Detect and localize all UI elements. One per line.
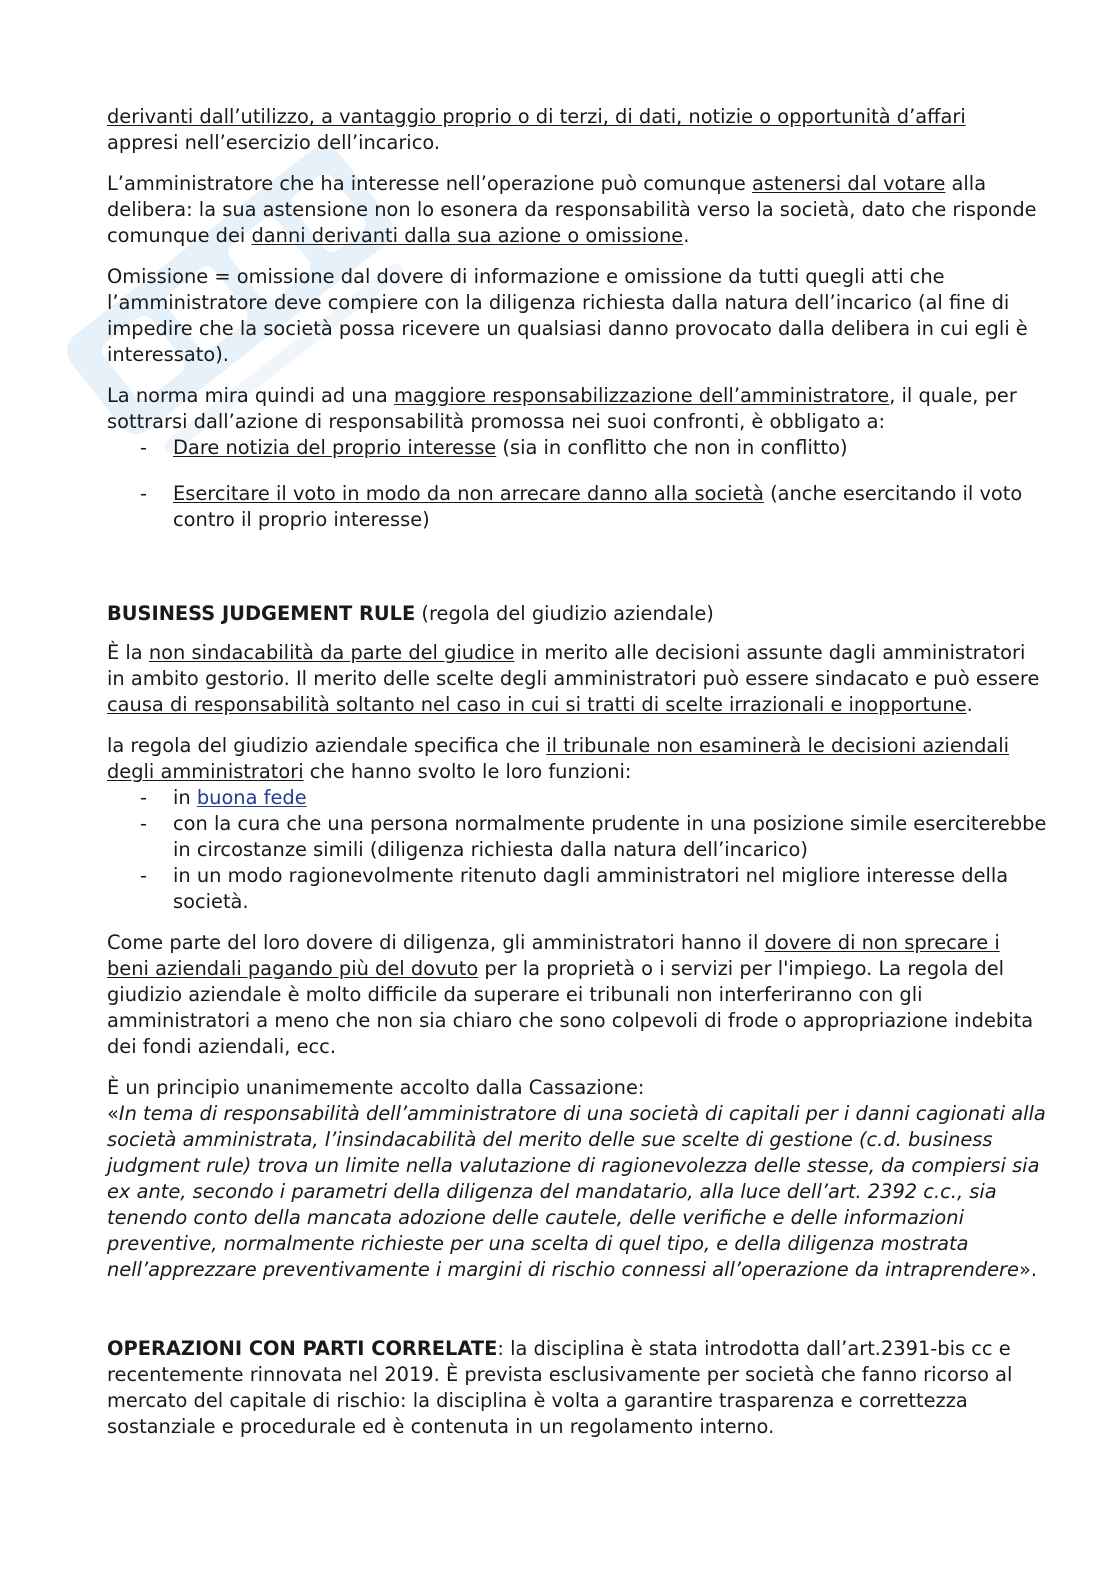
- section-subtitle: (regola del giudizio aziendale): [415, 602, 714, 625]
- underlined-phrase: non sindacabilità da parte del giudice: [148, 641, 515, 664]
- text-span: la regola del giudizio aziendale specifica che: [107, 734, 547, 757]
- paragraph-norm: [107, 383, 1047, 435]
- underlined-phrase: maggiore responsabilizzazione dell’amministratore: [393, 384, 890, 407]
- text-span: La norma mira quindi ad una: [107, 384, 394, 407]
- list-item: - in un modo ragionevolmente ritenuto dagli amministratori nel migliore interesse della società.: [107, 863, 1047, 915]
- underlined-phrase: Esercitare il voto in modo da non arrecare danno alla società: [173, 482, 764, 505]
- text-span: È la: [107, 641, 149, 664]
- underlined-phrase: il tribunale non esaminerà le decisioni aziendali degli amministratori: [107, 734, 1010, 783]
- underlined-phrase: Dare notizia del proprio interesse: [173, 436, 497, 459]
- section-heading: OPERAZIONI CON PARTI CORRELATE: [107, 1337, 498, 1360]
- text-span: È un principio unanimemente accolto dalla Cassazione:: [107, 1076, 645, 1099]
- paragraph-omission: Omissione = omissione dal dovere di informazione e omissione da tutti quegli atti che l’amministratore deve compiere con la diligenza richiesta dalla natura dell’incarico (al fine di impedire che la società possa ricevere un qualsiasi danno provocato dalla delibera in cui egli è interessato).: [107, 265, 1028, 366]
- buona-fede-link[interactable]: buona fede: [196, 786, 307, 809]
- paragraph-bjr-definition: [107, 640, 1047, 718]
- text-span: in merito alle decisioni assunte dagli amministratori in ambito gestorio. Il merito delle scelte degli amministratori può essere sindacato e può essere: [107, 641, 1040, 690]
- text-span: per la proprietà o i servizi per l'impiego. La regola del giudizio aziendale è molto difficile da superare ei tribunali non interferiranno con gli amministratori a meno che non sia chiaro che sono colpevoli di frode o appropriazione indebita dei fondi aziendali, ecc.: [107, 957, 1034, 1058]
- text-span: (anche esercitando il voto contro il proprio interesse): [173, 482, 1023, 531]
- paragraph-continuation: [107, 104, 1047, 156]
- cassazione-quote: In tema di responsabilità dell’amministratore di una società di capitali per i danni cagionati alla società amministrata, l’insindacabilità del merito delle sue scelte di gestione (c.d. business judgment rule) trova un limite nella valutazione di ragionevolezza delle stesse, da compiersi sia ex ante, secondo i parametri della diligenza del mandatario, alla luce dell’art. 2392 c.c., sia tenendo conto della mancata adozione delle cautele, delle verifiche e delle informazioni preventive, normalmente richieste per una scelta di quel tipo, e della diligenza mostrata nell’apprezzare preventivamente i margini di rischio connessi all’operazione da intraprendere: [107, 1102, 1046, 1281]
- list-item: - con la cura che una persona normalmente prudente in una posizione simile eserciterebbe in circostanze simili (diligenza richiesta dalla natura dell’incarico): [107, 811, 1047, 863]
- text-span: che hanno svolto le loro funzioni:: [303, 760, 632, 783]
- text-span: , il quale, per sottrarsi dall’azione di responsabilità promossa nei suoi confronti, è obbligato a:: [107, 384, 1017, 433]
- list-item: [107, 785, 1047, 811]
- heading-bjr: [107, 601, 1047, 627]
- text-span: in: [173, 786, 197, 809]
- obligations-list: [107, 435, 1047, 533]
- underlined-phrase: derivanti dall’utilizzo, a vantaggio proprio o di terzi, di dati, notizie o opportunità d’affari: [107, 105, 966, 128]
- paragraph-abstention: [107, 171, 1047, 249]
- text-span: alla delibera: la sua astensione non lo esonera da responsabilità verso la società, dato che risponde comunque dei: [107, 172, 1037, 247]
- text-span: .: [966, 693, 973, 716]
- paragraph-bjr-rule: [107, 733, 1047, 785]
- underlined-phrase: dovere di non sprecare i beni aziendali pagando più del dovuto: [107, 931, 1000, 980]
- quote-mark: ».: [1018, 1258, 1037, 1281]
- paragraph-diligence: [107, 930, 1047, 1060]
- underlined-phrase: causa di responsabilità soltanto nel caso in cui si tratti di scelte irrazionali e inopportune: [107, 693, 967, 716]
- paragraph-cassazione: [107, 1075, 1047, 1283]
- section-heading: BUSINESS JUDGEMENT RULE: [107, 602, 416, 625]
- text-span: L’amministratore che ha interesse nell’operazione può comunque: [107, 172, 752, 195]
- underlined-phrase: danni derivanti dalla sua azione o omissione: [251, 224, 684, 247]
- text-span: appresi nell’esercizio dell’incarico.: [107, 131, 441, 154]
- text-span: Come parte del loro dovere di diligenza, gli amministratori hanno il: [107, 931, 765, 954]
- text-span: : la disciplina è stata introdotta dall’art.2391-bis cc e recentemente rinnovata nel 2019. È prevista esclusivamente per società che fanno ricorso al mercato del capitale di rischio: la disciplina è volta a garantire trasparenza e correttezza sostanziale e procedurale ed è contenuta in un regolamento interno.: [107, 1337, 1013, 1438]
- conditions-list: [107, 785, 1047, 915]
- text-span: (sia in conflitto che non in conflitto): [496, 436, 848, 459]
- list-item: [107, 481, 1047, 533]
- document-page: [107, 104, 1047, 1455]
- paragraph-related-parties: [107, 1336, 1047, 1440]
- list-item: [107, 435, 1047, 461]
- text-span: .: [683, 224, 690, 247]
- quote-mark: «: [107, 1102, 119, 1125]
- underlined-phrase: astenersi dal votare: [751, 172, 946, 195]
